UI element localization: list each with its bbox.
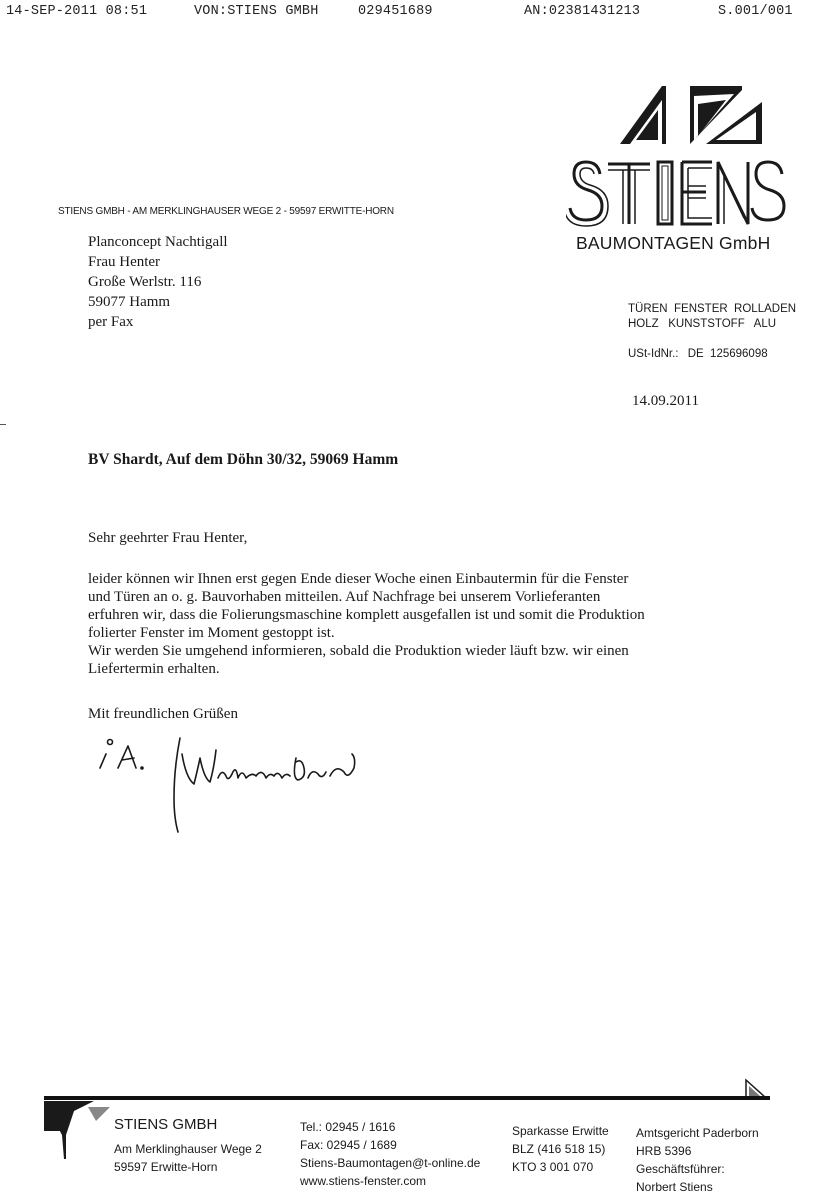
fax-header [6, 4, 793, 94]
vat-label: USt-IdNr.: [628, 348, 679, 360]
products-line-1: TÜREN FENSTER ROLLADEN [628, 303, 797, 315]
footer-city: 59597 Erwitte-Horn [114, 1160, 218, 1174]
recipient-delivery: per Fax [88, 314, 134, 330]
stiens-logo [566, 82, 786, 232]
footer-court: Amtsgericht Paderborn [636, 1126, 759, 1140]
salutation: Sehr geehrter Frau Henter, [88, 530, 248, 546]
footer-fax: Fax: 02945 / 1689 [300, 1138, 397, 1152]
body-line: Liefertermin erhalten. [88, 661, 220, 677]
closing: Mit freundlichen Grüßen [88, 706, 238, 722]
fax-recipient: AN:02381431213 [524, 4, 641, 19]
footer-kto: KTO 3 001 070 [512, 1160, 594, 1174]
footer-bank [512, 1122, 609, 1176]
fax-datetime: 14-SEP-2011 08:51 [6, 4, 148, 19]
body-line: und Türen an o. g. Bauvorhaben mitteilen. Auf Nachfrage bei unserem Vorlieferanten [88, 589, 601, 605]
handwritten-signature [86, 728, 386, 838]
footer-registry [636, 1124, 759, 1196]
footer-street: Am Merklinghauser Wege 2 [114, 1142, 262, 1156]
footer-address [114, 1140, 262, 1176]
vat-id [628, 348, 768, 360]
logo-triangles-icon [620, 86, 762, 144]
fax-from: VON:STIENS GMBH [194, 4, 319, 19]
recipient-name: Frau Henter [88, 254, 161, 270]
subject-line: BV Shardt, Auf dem Döhn 30/32, 59069 Hamm [88, 451, 399, 468]
letter-body [88, 570, 728, 678]
footer-web: www.stiens-fenster.com [300, 1174, 427, 1188]
return-address: STIENS GMBH - AM MERKLINGHAUSER WEGE 2 - 59597 ERWITTE-HORN [58, 206, 394, 217]
footer-email: Stiens-Baumontagen@t-online.de [300, 1156, 481, 1170]
footer-logo-icon [44, 1101, 114, 1161]
products-line-2: HOLZ KUNSTSTOFF ALU [628, 318, 777, 330]
body-line: leider können wir Ihnen erst gegen Ende dieser Woche einen Einbautermin für die Fenster [88, 571, 629, 587]
recipient-company: Planconcept Nachtigall [88, 234, 228, 250]
vat-number: DE 125696098 [687, 348, 768, 360]
recipient-city: 59077 Hamm [88, 294, 171, 310]
margin-tick [0, 424, 6, 425]
logo-letters [566, 162, 784, 226]
footer-manager: Norbert Stiens [636, 1180, 713, 1194]
footer-manager-label: Geschäftsführer: [636, 1162, 725, 1176]
body-line: folierter Fenster im Moment gestoppt ist. [88, 625, 335, 641]
footer-blz: BLZ (416 518 15) [512, 1142, 606, 1156]
footer-tel: Tel.: 02945 / 1616 [300, 1120, 396, 1134]
footer-company: STIENS GMBH [114, 1116, 218, 1133]
recipient-block [88, 232, 228, 332]
recipient-street: Große Werlstr. 116 [88, 274, 202, 290]
product-lines [628, 302, 796, 332]
footer-contact [300, 1118, 480, 1190]
body-line: Wir werden Sie umgehend informieren, sobald die Produktion wieder läuft bzw. wir einen [88, 643, 629, 659]
body-line: erfuhren wir, dass die Folierungsmaschine komplett ausgefallen ist und somit die Produktion [88, 607, 645, 623]
letter-date: 14.09.2011 [632, 393, 699, 409]
footer-hrb: HRB 5396 [636, 1144, 692, 1158]
fax-sender-number: 029451689 [358, 4, 433, 19]
company-subtitle: BAUMONTAGEN GmbH [576, 233, 771, 253]
footer-rule [44, 1096, 770, 1100]
fax-page: S.001/001 [718, 4, 793, 19]
footer-bank-name: Sparkasse Erwitte [512, 1124, 609, 1138]
